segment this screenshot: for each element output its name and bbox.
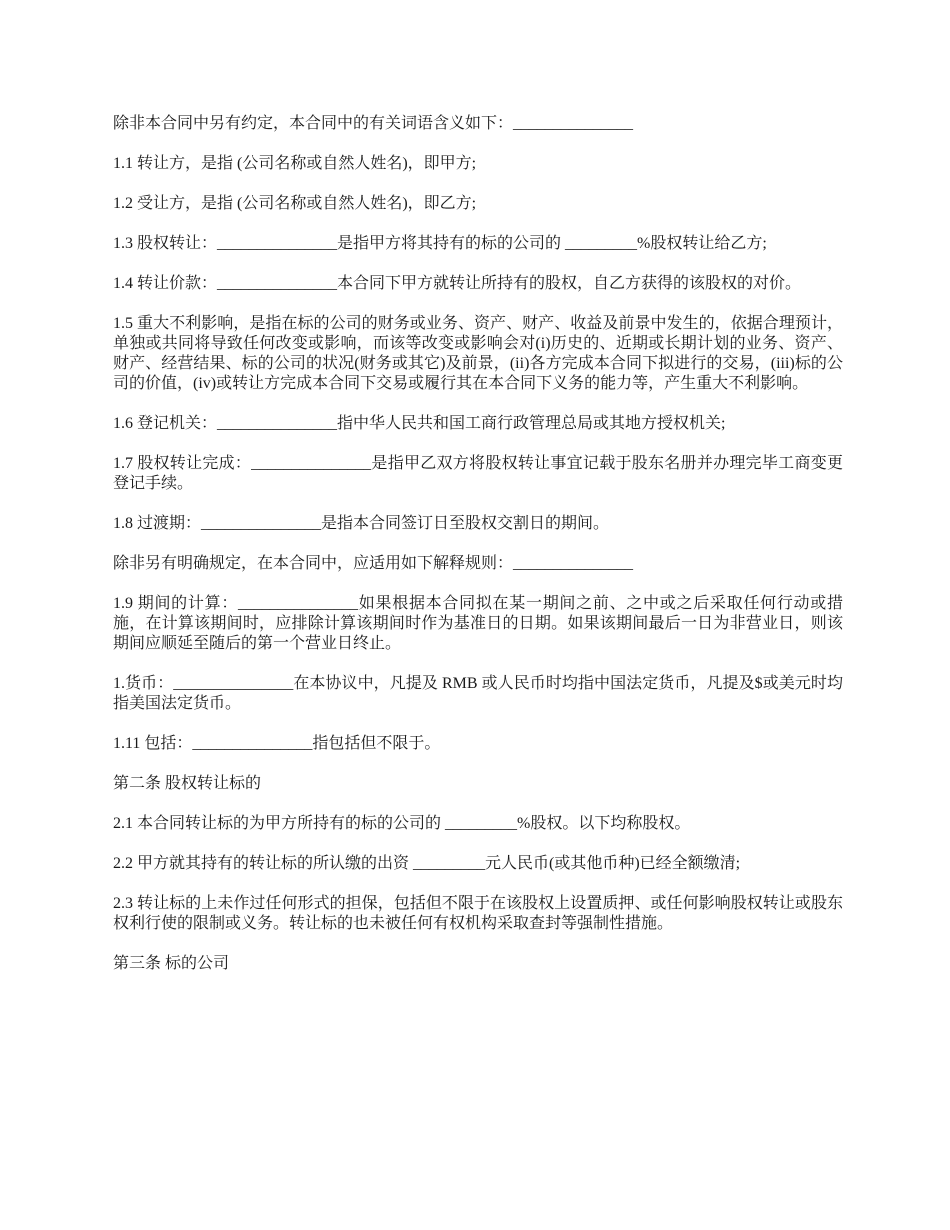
interpretation-intro: 除非另有明确规定，在本合同中，应适用如下解释规则：_______________ <box>113 555 634 572</box>
article-2-heading: 第二条 股权转让标的 <box>113 775 262 792</box>
clause-2-3-no-encumbrance: 2.3 转让标的上未作过任何形式的担保，包括但不限于在该股权上设置质押、或任何影响股权转让或股东权利行使的限制或义务。转让标的也未被任何有权机构采取查封等强制性措施。 <box>113 895 843 932</box>
clause-currency: 1.货币：_______________在本协议中，凡提及 RMB 或人民币时均指中国法定货币，凡提及$或美元时均指美国法定货币。 <box>113 675 843 712</box>
clause-2-2-capital-contribution: 2.2 甲方就其持有的转让标的所认缴的出资 _________元人民币(或其他币种)已经全额缴清; <box>113 855 741 872</box>
article-3-heading: 第三条 标的公司 <box>113 955 230 972</box>
clause-1-5-material-adverse-effect: 1.5 重大不利影响，是指在标的公司的财务或业务、资产、财产、收益及前景中发生的，依据合理预计，单独或共同将导致任何改变或影响，而该等改变或影响会对(i)历史的、近期或长期计划的业务、资产、财产、经营结果、标的公司的状况(财务或其它)及前景，(ii)各方完成本合同下拟进行的交易，(iii)标的公司的价值，(iv)或转让方完成本合同下交易或履行其在本合同下义务的能力等，产生重大不利影响。 <box>113 315 843 392</box>
clause-1-9-period-calculation: 1.9 期间的计算：_______________如果根据本合同拟在某一期间之前、之中或之后采取任何行动或措施，在计算该期间时，应排除计算该期间时作为基准日的日期。如果该期间最后一日为非营业日，则该期间应顺延至随后的第一个营业日终止。 <box>113 595 843 652</box>
clause-2-1-transfer-object: 2.1 本合同转让标的为甲方所持有的标的公司的 _________%股权。以下均称股权。 <box>113 815 691 832</box>
clause-1-3-equity-transfer: 1.3 股权转让：_______________是指甲方将其持有的标的公司的 _________%股权转让给乙方; <box>113 235 767 252</box>
clause-1-2-transferee: 1.2 受让方，是指 (公司名称或自然人姓名)，即乙方; <box>113 195 477 212</box>
document-page <box>113 114 843 994</box>
definitions-intro: 除非本合同中另有约定，本合同中的有关词语含义如下：_______________ <box>113 115 634 132</box>
clause-1-11-including: 1.11 包括：_______________指包括但不限于。 <box>113 735 441 752</box>
clause-1-4-transfer-price: 1.4 转让价款：_______________本合同下甲方就转让所持有的股权，自乙方获得的该股权的对价。 <box>113 275 802 292</box>
clause-1-8-transition-period: 1.8 过渡期：_______________是指本合同签订日至股权交割日的期间。 <box>113 515 610 532</box>
clause-1-7-transfer-completion: 1.7 股权转让完成：_______________是指甲乙双方将股权转让事宜记载于股东名册并办理完毕工商变更登记手续。 <box>113 455 843 492</box>
clause-1-6-registration-authority: 1.6 登记机关：_______________指中华人民共和国工商行政管理总局或其地方授权机关; <box>113 415 726 432</box>
clause-1-1-transferor: 1.1 转让方，是指 (公司名称或自然人姓名)，即甲方; <box>113 155 477 172</box>
